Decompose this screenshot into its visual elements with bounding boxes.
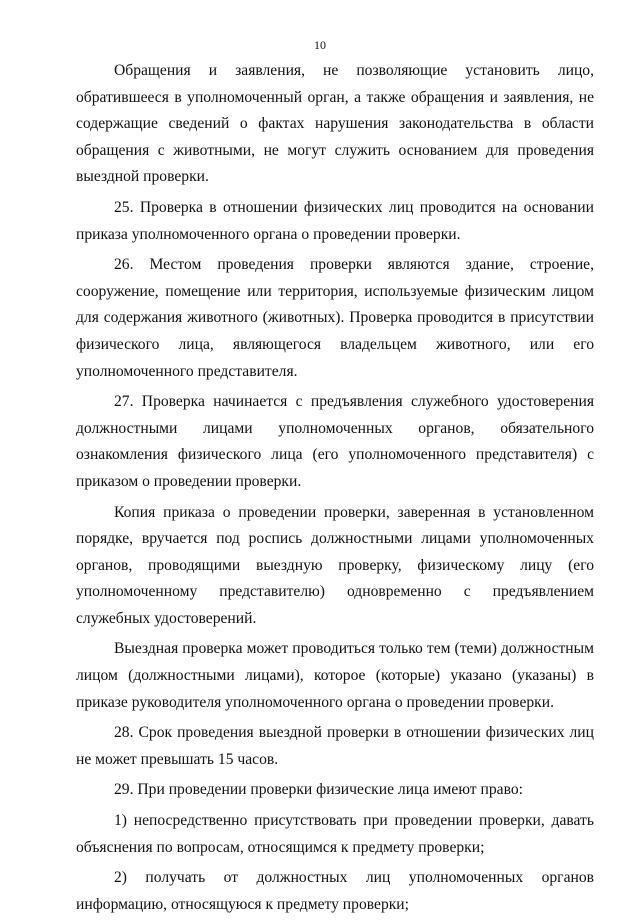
paragraph-order-copy: Копия приказа о проведении проверки, заверенная в установленном порядке, вручается под роспись должностными лицами уполномоченных органов, проводящими выездную проверку, физическому лицу (его уполномоченному представителю) одновременно с предъявлением служебных удостоверений. [76,503,594,627]
paragraph-appeals: Обращения и заявления, не позволяющие установить лицо, обратившееся в уполномоченный орган, а также обращения и заявления, не содержащие сведений о фактах нарушения законодательства в области обращения с животными, не могут служить основанием для проведения выездной проверки. [76,62,594,186]
paragraph-inspection-officials: Выездная проверка может проводиться только тем (теми) должностным лицом (должностными лицами), которое (которые) указано (указаны) в приказе руководителя уполномоченного органа о проведении проверки. [76,640,594,711]
paragraph-29-item-2: 2) получать от должностных лиц уполномоченных органов информацию, относящуюся к предмету проверки; [76,869,594,913]
paragraph-29-item-1: 1) непосредственно присутствовать при проведении проверки, давать объяснения по вопросам, относящимся к предмету проверки; [76,812,594,856]
paragraph-25: 25. Проверка в отношении физических лиц проводится на основании приказа уполномоченного органа о проведении проверки. [76,198,594,243]
paragraph-26: 26. Местом проведения проверки являются здание, строение, сооружение, помещение или территория, используемые физическим лицом для содержания животного (животных). Проверка проводится в присутствии физического лица, являющегося владельцем животного, или его уполномоченного представителя. [76,256,594,380]
document-body [76,58,594,922]
paragraph-29: 29. При проведении проверки физические лица имеют право: [114,781,523,799]
paragraph-27: 27. Проверка начинается с предъявления служебного удостоверения должностными лицами уполномоченных органов, обязательного ознакомления физического лица (его уполномоченного представителя) с приказом о проведении проверки. [76,393,594,490]
paragraph-28: 28. Срок проведения выездной проверки в отношении физических лиц не может превышать 15 часов. [76,724,594,768]
page-number: 10 [314,38,326,52]
